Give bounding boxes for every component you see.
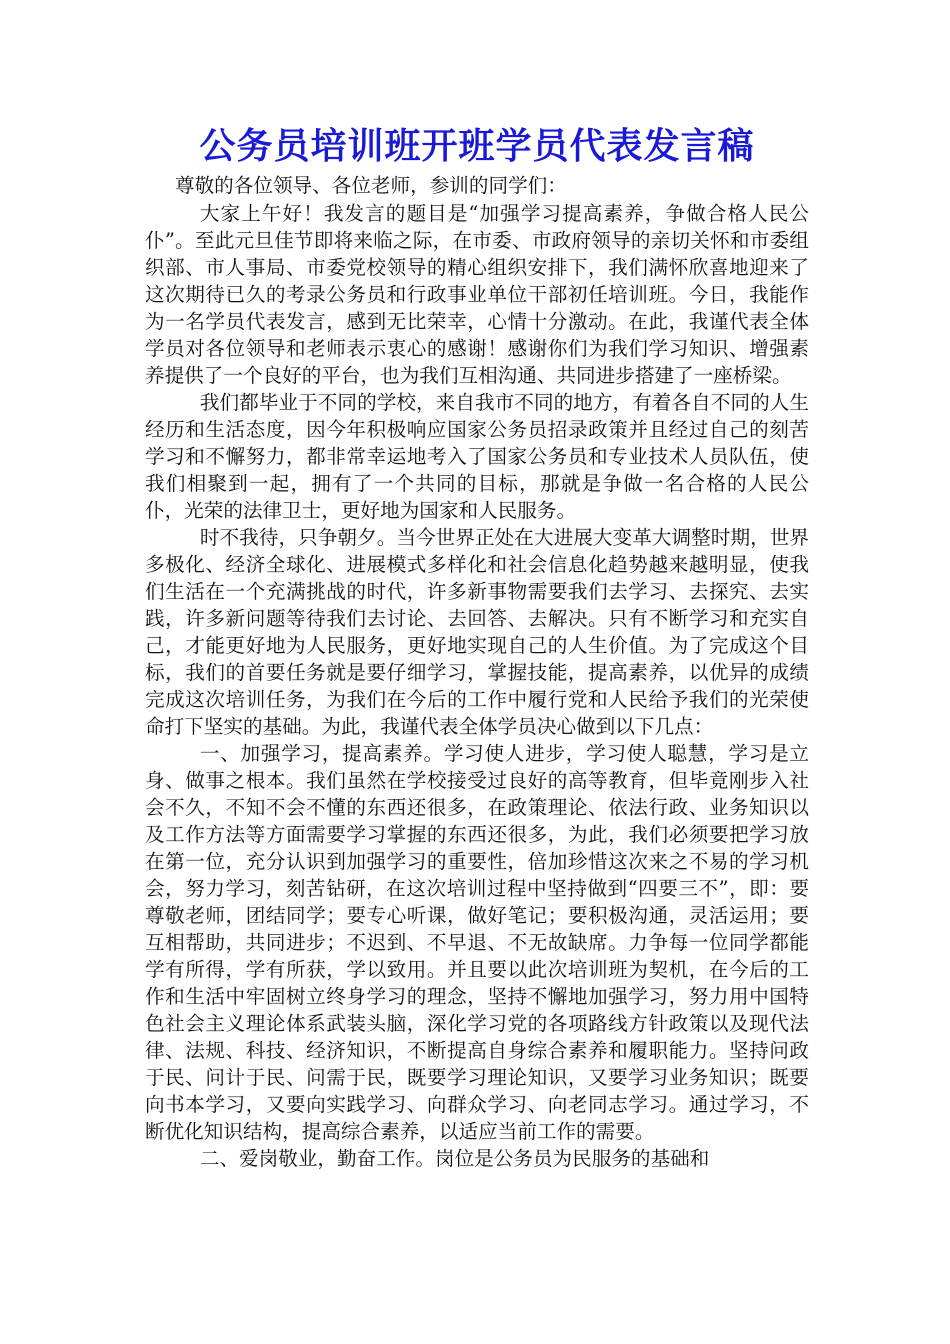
- salutation: 尊敬的各位领导、各位老师，参训的同学们：: [175, 174, 567, 197]
- document-page: [145, 120, 809, 1172]
- paragraph-point-one: 一、加强学习，提高素养。学习使人进步，学习使人聪慧，学习是立身、做事之根本。我们虽然在学校接受过良好的高等教育，但毕竟刚步入社会不久，不知不会不懂的东西还很多，在政策理论、依法行政、业务知识以及工作方法等方面需要学习掌握的东西还很多，为此，我们必须要把学习放在第一位，充分认识到加强学习的重要性，倍加珍惜这次来之不易的学习机会，努力学习，刻苦钻研，在这次培训过程中坚持做到“四要三不”，即：要尊敬老师，团结同学；要专心听课，做好笔记；要积极沟通，灵活运用；要互相帮助，共同进步；不迟到、不早退、不无故缺席。力争每一位同学都能学有所得，学有所获，学以致用。并且要以此次培训班为契机，在今后的工作和生活中牢固树立终身学习的理念，坚持不懈地加强学习，努力用中国特色社会主义理论体系武装头脑，深化学习党的各项路线方针政策以及现代法律、法规、科技、经济知识，不断提高自身综合素养和履职能力。坚持问政于民、问计于民、问需于民，既要学习理论知识，又要学习业务知识；既要向书本学习，又要向实践学习、向群众学习、向老同志学习。通过学习，不断优化知识结构，提高综合素养，以适应当前工作的需要。: [145, 742, 809, 1143]
- paragraph-background: 我们都毕业于不同的学校，来自我市不同的地方，有着各自不同的人生经历和生活态度，因今年积极响应国家公务员招录政策并且经过自己的刻苦学习和不懈努力，都非常幸运地考入了国家公务员和专业技术人员队伍，使我们相聚到一起，拥有了一个共同的目标，那就是争做一名合格的人民公仆，光荣的法律卫士，更好地为国家和人民服务。: [145, 391, 809, 522]
- paragraph-point-two: 二、爱岗敬业，勤奋工作。岗位是公务员为民服务的基础和: [199, 1147, 710, 1170]
- document-title: 公务员培训班开班学员代表发言稿: [199, 125, 755, 167]
- paragraph-opening: 大家上午好！我发言的题目是“加强学习提高素养，争做合格人民公仆”。至此元旦佳节即将来临之际，在市委、市政府领导的亲切关怀和市委组织部、市人事局、市委党校领导的精心组织安排下，我们满怀欣喜地迎来了这次期待已久的考录公务员和行政事业单位干部初任培训班。今日，我能作为一名学员代表发言，感到无比荣幸，心情十分激动。在此，我谨代表全体学员对各位领导和老师表示衷心的感谢！感谢你们为我们学习知识、增强素养提供了一个良好的平台，也为我们互相沟通、共同进步搭建了一座桥梁。: [145, 202, 809, 387]
- paragraph-urgency: 时不我待，只争朝夕。当今世界正处在大进展大变革大调整时期，世界多极化、经济全球化、进展模式多样化和社会信息化趋势越来越明显，使我们生活在一个充满挑战的时代，许多新事物需要我们去学习、去探究、去实践，许多新问题等待我们去讨论、去回答、去解决。只有不断学习和充实自己，才能更好地为人民服务，更好地实现自己的人生价值。为了完成这个目标，我们的首要任务就是要仔细学习，掌握技能，提高素养，以优异的成绩完成这次培训任务，为我们在今后的工作中履行党和人民给予我们的光荣使命打下坚实的基础。为此，我谨代表全体学员决心做到以下几点：: [145, 526, 809, 738]
